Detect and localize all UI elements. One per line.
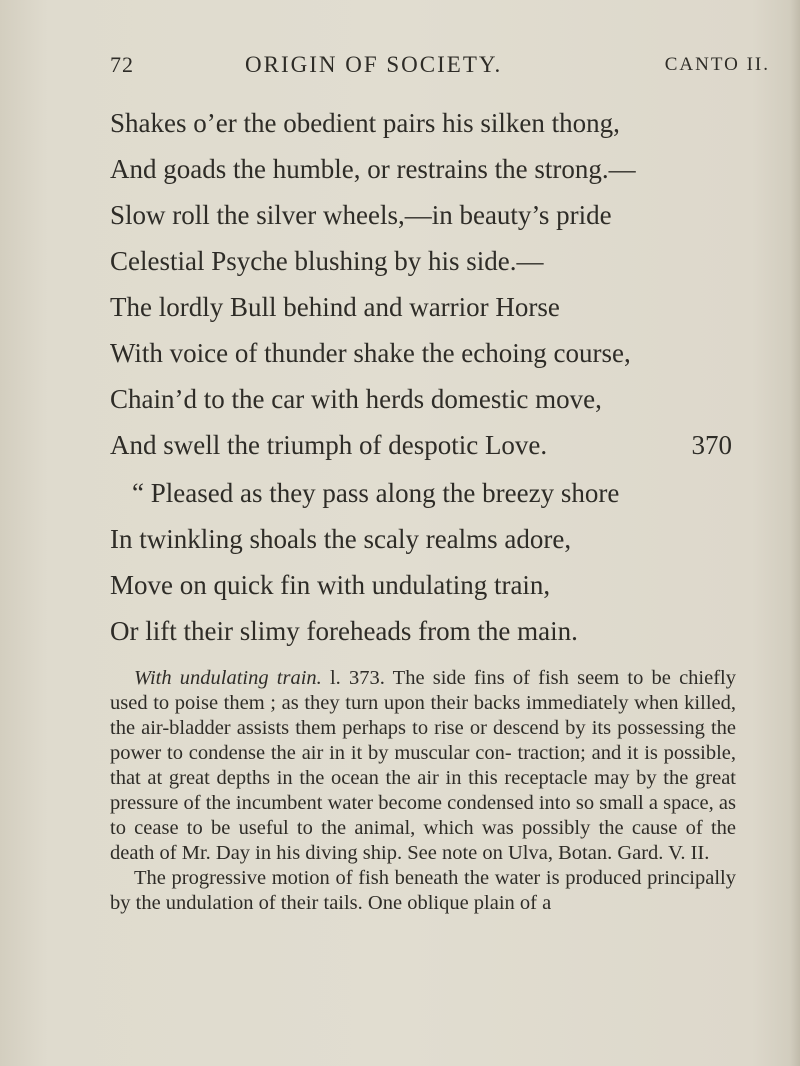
verse-line: Slow roll the silver wheels,—in beauty’s pride bbox=[110, 200, 612, 230]
verse-line: And swell the triumph of despotic Love. bbox=[110, 430, 548, 460]
verse-line: Or lift their slimy foreheads from the main. bbox=[110, 616, 578, 646]
verse-line: Chain’d to the car with herds domestic move, bbox=[110, 384, 602, 414]
canto-label: CANTO II. bbox=[664, 54, 770, 75]
footnote-text: l. 373. The side fins of fish seem to be chiefly used to poise them ; as they turn upon their backs immediately when killed, the air-bladder assists them perhaps to rise or descend by its possessing the power to condense the air in it by muscular con- traction; and it is possible, that at great depths in the ocean the air in this receptacle may by the great pressure of the incumbent water become condensed into so small a space, as to cease to be useful to the animal, which was possibly the cause of the death of Mr. Day in his diving ship. See note on Ulva, Botan. Gard. V. II. bbox=[110, 667, 736, 864]
verse-line: Move on quick fin with undulating train, bbox=[110, 570, 551, 600]
footnote-paragraph bbox=[110, 866, 736, 916]
verse-line: Shakes o’er the obedient pairs his silken thong, bbox=[110, 108, 620, 138]
verse-line: Celestial Psyche blushing by his side.— bbox=[110, 246, 544, 276]
footnote-text: The progressive motion of fish beneath the water is produced principally by the undulation of their tails. One oblique plain of a bbox=[110, 867, 736, 914]
footnote-paragraph bbox=[110, 666, 736, 866]
page-number: 72 bbox=[110, 52, 134, 77]
verse-line: The lordly Bull behind and warrior Horse bbox=[110, 292, 560, 322]
verse-line: In twinkling shoals the scaly realms adore, bbox=[110, 524, 572, 554]
verse-line: With voice of thunder shake the echoing course, bbox=[110, 338, 631, 368]
footnotes bbox=[110, 666, 736, 916]
verse-line: And goads the humble, or restrains the strong.— bbox=[110, 154, 636, 184]
line-number: 370 bbox=[691, 430, 732, 460]
footnote-reference: With undulating train. bbox=[134, 667, 322, 689]
verse-line: “ Pleased as they pass along the breezy shore bbox=[132, 478, 620, 508]
page-edge-shadow bbox=[790, 0, 800, 1066]
page-header bbox=[110, 52, 770, 82]
running-title: ORIGIN OF SOCIETY. bbox=[245, 52, 503, 77]
